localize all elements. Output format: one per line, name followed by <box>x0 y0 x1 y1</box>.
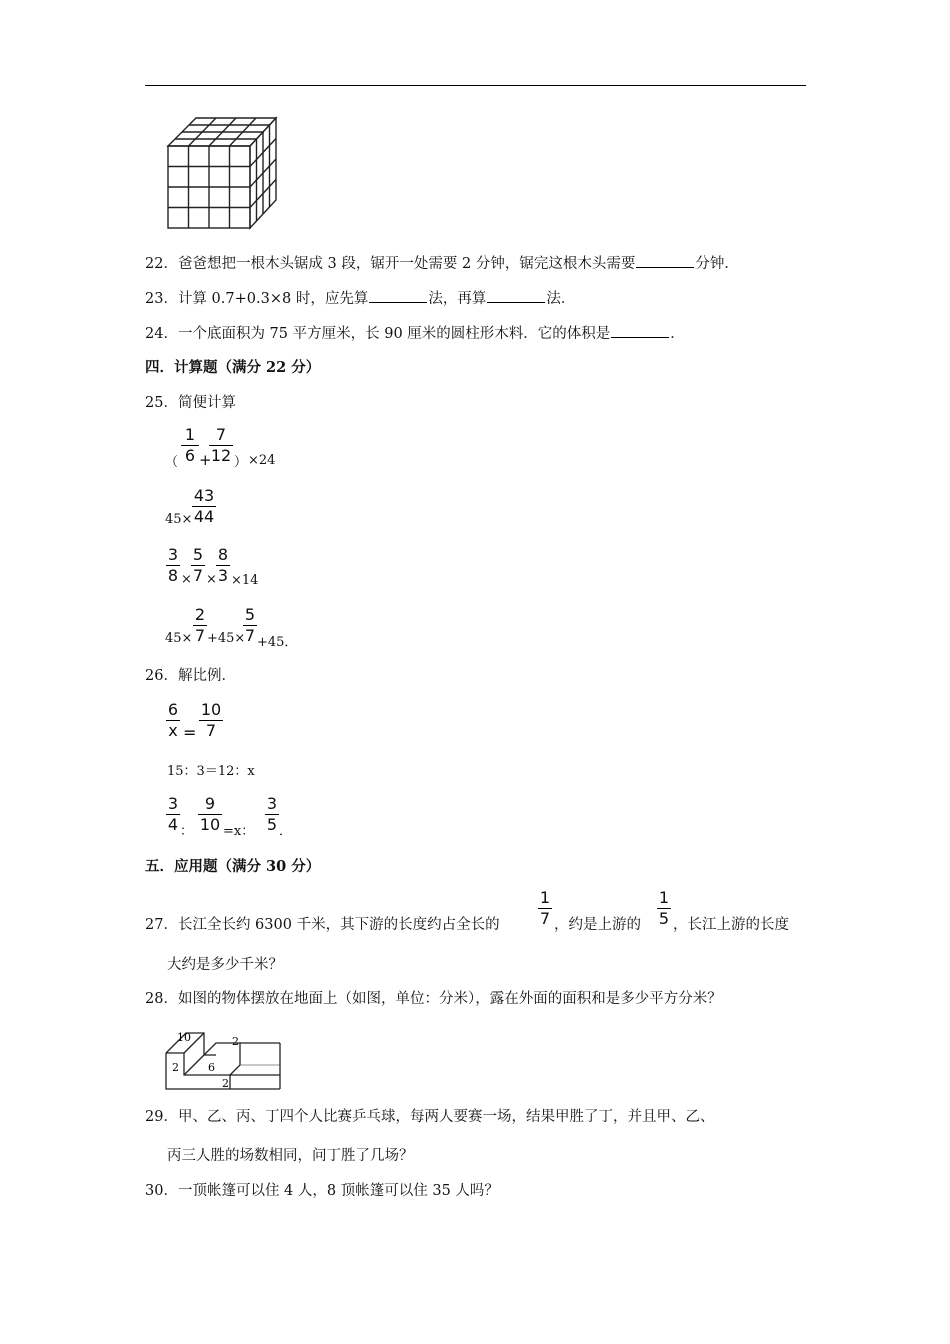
q22-number: 22． <box>145 256 178 272</box>
q24-number: 24． <box>145 326 178 342</box>
q24-end: ． <box>670 326 685 342</box>
q23-number: 23． <box>145 291 178 307</box>
q22-answer-blank[interactable] <box>636 253 694 268</box>
denominator: 4 <box>167 815 179 834</box>
numerator: 3 <box>167 545 179 564</box>
denominator: 7 <box>539 909 551 928</box>
q29-number: 29． <box>145 1109 178 1125</box>
question-25 <box>145 393 236 413</box>
fraction-1-7 <box>538 889 552 928</box>
fraction-9-10 <box>198 795 222 834</box>
q23-answer-blank-2[interactable] <box>487 288 545 303</box>
denominator: 44 <box>193 507 215 526</box>
equals-sign: = <box>183 723 197 742</box>
times-24: ×24 <box>248 453 276 468</box>
denominator: 5 <box>658 909 670 928</box>
q27-number: 27． <box>145 917 178 933</box>
question-24 <box>145 323 685 344</box>
left-paren: （ <box>165 455 179 470</box>
period: ． <box>279 824 293 839</box>
q27-text-c: ，长江上游的长度 <box>673 917 789 933</box>
equals-x: =x： <box>223 824 255 839</box>
numerator: 5 <box>192 545 204 564</box>
denominator: 7 <box>192 566 204 585</box>
denominator: 7 <box>194 626 206 645</box>
q23-text-b: 法，再算 <box>428 291 487 307</box>
section-4-heading: 四．计算题（满分 22 分） <box>145 359 321 376</box>
numerator: 1 <box>658 888 670 907</box>
q28-number: 28． <box>145 991 178 1007</box>
numerator: 6 <box>167 700 179 719</box>
times-sign: × <box>206 572 217 587</box>
numerator: 43 <box>193 486 215 505</box>
question-28 <box>145 989 722 1009</box>
step-block-figure <box>164 1023 284 1091</box>
question-22 <box>145 253 739 274</box>
label-10: 10 <box>177 1031 191 1044</box>
question-26 <box>145 666 236 686</box>
fraction-8-3 <box>216 546 230 585</box>
q29-text-1: 甲、乙、丙、丁四个人比赛乒乓球，每两人要赛一场，结果甲胜了丁，并且甲、乙、 <box>177 1109 715 1125</box>
denominator: x <box>168 721 178 740</box>
fraction-1-5 <box>657 889 671 928</box>
times-14: ×14 <box>231 573 259 588</box>
q29-line-2: 丙三人胜的场数相同，问丁胜了几场？ <box>167 1148 414 1164</box>
times-sign: × <box>181 572 192 587</box>
numerator: 1 <box>539 888 551 907</box>
denominator: 6 <box>184 446 196 465</box>
expr-mid: +45× <box>207 631 246 646</box>
q22-unit: 分钟． <box>695 256 739 272</box>
q27-line-2: 大约是多少千米？ <box>167 957 283 973</box>
fraction-3-5 <box>265 795 279 834</box>
denominator: 12 <box>210 446 232 465</box>
numerator: 5 <box>244 605 256 624</box>
right-paren: ） <box>234 455 248 470</box>
fraction-1-6 <box>181 426 199 465</box>
numerator: 3 <box>167 794 179 813</box>
q22-text: 爸爸想把一根木头锯成 3 段，锯开一处需要 2 分钟，锯完这根木头需要 <box>177 256 636 272</box>
q23-text-a: 计算 0.7+0.3×8 时，应先算 <box>177 291 369 307</box>
section-5-heading: 五．应用题（满分 30 分） <box>145 858 321 875</box>
q27-text-b: ，约是上游的 <box>554 917 641 933</box>
q24-answer-blank[interactable] <box>611 323 669 338</box>
fraction-2-7 <box>193 606 207 645</box>
q25-title: 简便计算 <box>177 395 236 411</box>
q26-number: 26． <box>145 668 178 684</box>
fraction-7-12 <box>209 426 233 465</box>
label-2-left: 2 <box>172 1061 179 1074</box>
denominator: 7 <box>205 721 217 740</box>
numerator: 7 <box>215 425 227 444</box>
fraction-3-4 <box>166 795 180 834</box>
question-30 <box>145 1181 499 1201</box>
label-2-top: 2 <box>232 1035 239 1048</box>
q25-number: 25． <box>145 395 178 411</box>
q26-equation-2: 15：3＝12：x <box>167 764 255 779</box>
denominator: 8 <box>167 566 179 585</box>
numerator: 8 <box>217 545 229 564</box>
label-6: 6 <box>208 1061 215 1074</box>
q27-text-a: 长江全长约 6300 千米，其下游的长度约占全长的 <box>177 917 500 933</box>
numerator: 9 <box>204 794 216 813</box>
numerator: 2 <box>194 605 206 624</box>
expr-head: 45× <box>165 631 193 646</box>
q28-text: 如图的物体摆放在地面上（如图，单位：分米），露在外面的面积和是多少平方分米？ <box>177 991 722 1007</box>
fraction-5-7 <box>243 606 257 645</box>
denominator: 7 <box>244 626 256 645</box>
fraction-5-7 <box>191 546 205 585</box>
header-rule <box>145 85 806 86</box>
fraction-43-44 <box>192 487 216 526</box>
q30-text: 一顶帐篷可以住 4 人，8 顶帐篷可以住 35 人吗？ <box>177 1183 499 1199</box>
fraction-10-7 <box>199 701 223 740</box>
fraction-3-8 <box>166 546 180 585</box>
expr-head: 45× <box>165 512 193 527</box>
q26-title: 解比例． <box>177 668 236 684</box>
question-23 <box>145 288 575 309</box>
q27-line-1 <box>145 915 500 935</box>
fraction-6-x <box>166 701 180 740</box>
cube-figure <box>166 116 278 228</box>
numerator: 1 <box>184 425 196 444</box>
q24-text: 一个底面积为 75 平方厘米，长 90 厘米的圆柱形木料．它的体积是 <box>177 326 611 342</box>
denominator: 3 <box>217 566 229 585</box>
colon: ： <box>180 824 194 839</box>
denominator: 10 <box>199 815 221 834</box>
expr-tail: +45． <box>257 635 298 650</box>
plus-sign: + <box>199 451 212 469</box>
q23-answer-blank-1[interactable] <box>369 288 427 303</box>
numerator: 10 <box>200 700 222 719</box>
numerator: 3 <box>266 794 278 813</box>
label-2-bottom: 2 <box>222 1077 229 1090</box>
q23-text-c: 法． <box>546 291 576 307</box>
q30-number: 30． <box>145 1183 178 1199</box>
q29-line-1 <box>145 1107 714 1127</box>
denominator: 5 <box>266 815 278 834</box>
